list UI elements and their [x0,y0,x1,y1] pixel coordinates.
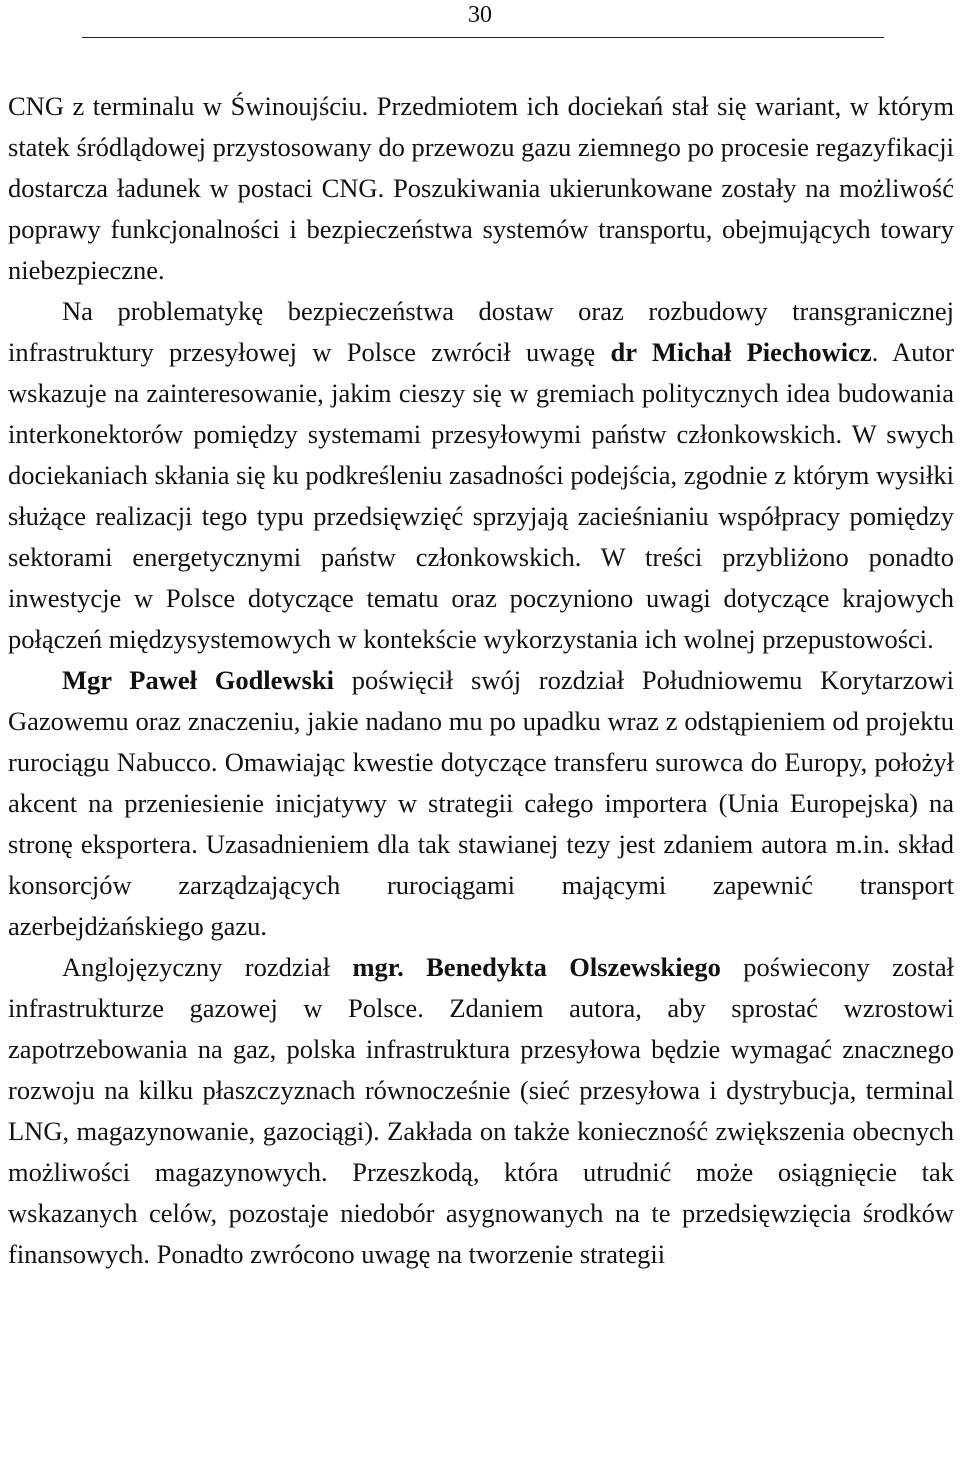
header-rule [82,37,884,38]
author-name: dr Michał Piechowicz [610,337,872,367]
body-text [8,86,954,1275]
paragraph-cng: CNG z terminalu w Świnoujściu. Przedmiotem ich dociekań stał się wariant, w którym statek śródlądowej przystosowany do przewozu gazu ziemnego po procesie regazyfikacji dostarcza ładunek w postaci CNG. Poszukiwania ukierunkowane zostały na możliwość poprawy funkcjonalności i bezpieczeństwa systemów transportu, obejmujących towary niebezpieczne. [8,91,954,285]
paragraph-text: poświęcił swój rozdział Południowemu Korytarzowi Gazowemu oraz znaczeniu, jakie nadano mu po upadku wraz z odstąpieniem od projektu rurociągu Nabucco. Omawiając kwestie dotyczące transferu surowca do Europy, położył akcent na przeniesienie inicjatywy w strategii całego importera (Unia Europejska) na stronę eksportera. Uzasadnieniem dla tak stawianej tezy jest zdaniem autora m.in. skład konsorcjów zarządzających rurociągami mającymi zapewnić transport azerbejdżańskiego gazu. [8,665,954,941]
paragraph-olszewski [8,947,954,1275]
paragraph-text: poświecony został infrastrukturze gazowej w Polsce. Zdaniem autora, aby sprostać wzrostowi zapotrzebowania na gaz, polska infrastruktura przesyłowa będzie wymagać znacznego rozwoju na kilku płaszczyznach równocześnie (sieć przesyłowa i dystrybucja, terminal LNG, magazynowanie, gazociągi). Zakłada on także konieczność zwiększenia obecnych możliwości magazynowych. Przeszkodą, która utrudnić może osiągnięcie tak wskazanych celów, pozostaje niedobór asygnowanych na te przedsięwzięcia środków finansowych. Ponadto zwrócono uwagę na tworzenie strategii [8,952,954,1269]
author-name: mgr. Benedykta Olszewskiego [352,952,721,982]
paragraph-godlewski [8,660,954,947]
paragraph-text: . Autor wskazuje na zainteresowanie, jakim cieszy się w gremiach politycznych idea budowania interkonektorów pomiędzy systemami przesyłowymi państw członkowskich. W swych dociekaniach skłania się ku podkreśleniu zasadności podejścia, zgodnie z którym wysiłki służące realizacji tego typu przedsięwzięć sprzyjają zacieśnianiu współpracy pomiędzy sektorami energetycznymi państw członkowskich. W treści przybliżono ponadto inwestycje w Polsce dotyczące tematu oraz poczyniono uwagi dotyczące krajowych połączeń międzysystemowych w kontekście wykorzystania ich wolnej przepustowości. [8,337,954,654]
paragraph-piechowicz [8,291,954,660]
page-number: 30 [468,2,492,28]
paragraph-text: Na problematykę bezpieczeństwa dostaw oraz rozbudowy transgranicznej infrastruktury przesyłowej w Polsce zwrócił uwagę [8,296,954,367]
paragraph-text: Anglojęzyczny rozdział [62,952,353,982]
author-name: Mgr Paweł Godlewski [62,665,334,695]
